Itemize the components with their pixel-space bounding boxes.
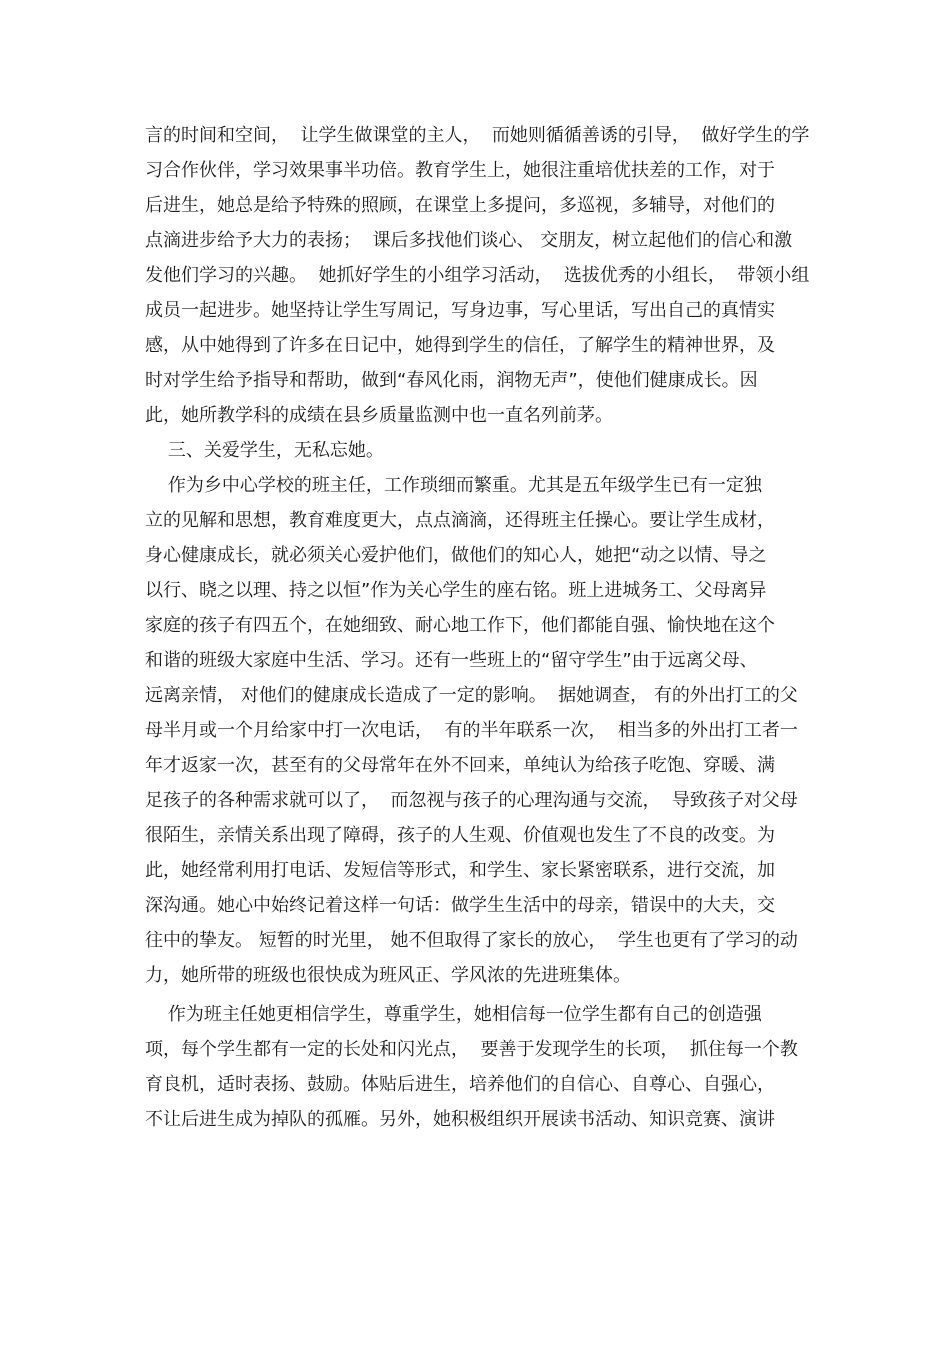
text-line: 深沟通。她心中始终记着这样一句话：做学生生活中的母亲，错误中的大夫，交 <box>145 895 775 916</box>
section-heading: 三、关爱学生，无私忘她。 <box>145 440 384 461</box>
body-text <box>145 118 825 1137</box>
text-line: 后进生，她总是给予特殊的照顾，在课堂上多提问，多巡视，多辅导，对他们的 <box>145 195 775 216</box>
text-line: 和谐的班级大家庭中生活、学习。还有一些班上的“留守学生”由于远离父母、 <box>145 650 758 671</box>
text-line: 足孩子的各种需求就可以了， 而忽视与孩子的心理沟通与交流， 导致孩子对父母 <box>145 790 798 811</box>
text-line: 很陌生，亲情关系出现了障碍，孩子的人生观、价值观也发生了不良的改变。为 <box>145 825 775 846</box>
text-line: 此，她所教学科的成绩在县乡质量监测中也一直名列前茅。 <box>145 405 613 426</box>
text-line: 作为乡中心学校的班主任，工作琐细而繁重。尤其是五年级学生已有一定独 <box>145 475 762 496</box>
text-line: 不让后进生成为掉队的孤雁。另外，她积极组织开展读书活动、知识竞赛、演讲 <box>145 1109 775 1130</box>
text-line: 习合作伙伴，学习效果事半功倍。教育学生上，她很注重培优扶差的工作，对于 <box>145 160 775 181</box>
text-line: 育良机，适时表扬、鼓励。体贴后进生，培养他们的自信心、自尊心、自强心， <box>145 1074 775 1095</box>
text-line: 年才返家一次，甚至有的父母常年在外不回来，单纯认为给孩子吃饱、穿暖、满 <box>145 755 775 776</box>
text-line: 点滴进步给予大力的表扬； 课后多找他们谈心、 交朋友，树立起他们的信心和激 <box>145 230 793 251</box>
text-line: 母半月或一个月给家中打一次电话， 有的半年联系一次， 相当多的外出打工者一 <box>145 720 798 741</box>
text-line: 家庭的孩子有四五个，在她细致、耐心地工作下，他们都能自强、愉快地在这个 <box>145 615 775 636</box>
text-line: 项，每个学生都有一定的长处和闪光点， 要善于发现学生的长项， 抓住每一个教 <box>145 1039 798 1060</box>
text-line: 远离亲情， 对他们的健康成长造成了一定的影响。 据她调查， 有的外出打工的父 <box>145 685 798 706</box>
text-line: 感，从中她得到了许多在日记中，她得到学生的信任，了解学生的精神世界，及 <box>145 335 775 356</box>
text-line: 力，她所带的班级也很快成为班风正、学风浓的先进班集体。 <box>145 965 631 986</box>
text-line: 此，她经常利用打电话、发短信等形式，和学生、家长紧密联系，进行交流，加 <box>145 860 775 881</box>
text-line: 发他们学习的兴趣。 她抓好学生的小组学习活动， 选拔优秀的小组长， 带领小组 <box>145 265 810 286</box>
text-line: 言的时间和空间， 让学生做课堂的主人， 而她则循循善诱的引导， 做好学生的学 <box>145 125 810 146</box>
text-line: 成员一起进步。她坚持让学生写周记，写身边事，写心里话，写出自己的真情实 <box>145 300 775 321</box>
text-line: 往中的挚友。 短暂的时光里， 她不但取得了家长的放心， 学生也更有了学习的动 <box>145 930 798 951</box>
text-line: 以行、晓之以理、持之以恒”作为关心学生的座右铭。班上进城务工、父母离异 <box>145 580 767 601</box>
text-line: 身心健康成长，就必须关心爱护他们，做他们的知心人，她把“动之以情、导之 <box>145 545 767 566</box>
text-line: 作为班主任她更相信学生，尊重学生，她相信每一位学生都有自己的创造强 <box>145 1004 762 1025</box>
text-line: 立的见解和思想，教育难度更大，点点滴滴，还得班主任操心。要让学生成材， <box>145 510 775 531</box>
text-line: 时对学生给予指导和帮助，做到“春风化雨，润物无声”，使他们健康成长。因 <box>145 370 758 391</box>
